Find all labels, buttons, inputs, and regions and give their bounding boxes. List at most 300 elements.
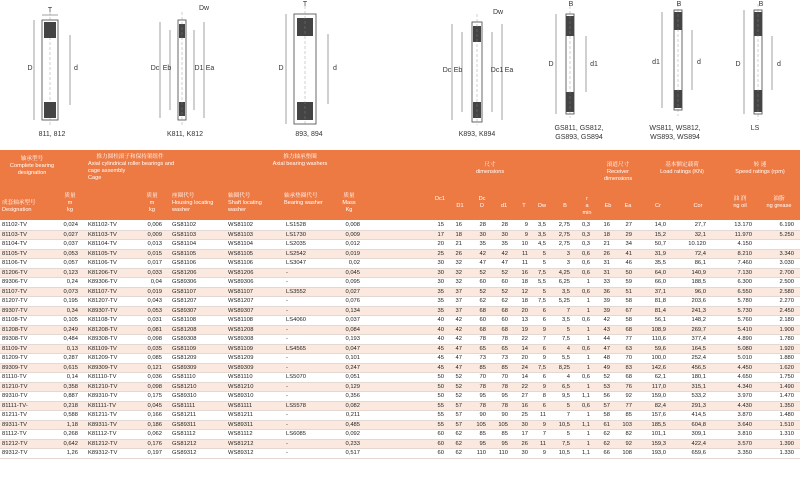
cell-r: 0,6 — [581, 317, 590, 323]
col-r-min: min — [582, 210, 592, 216]
cell-dc: 68 — [479, 326, 486, 333]
cell-gs: GS89309 — [172, 364, 197, 371]
figure-caption: WS811, WS812, WS893, WS894 — [649, 125, 701, 141]
cell-mass2: 0,233 — [345, 440, 360, 447]
dim-B: B — [676, 1, 682, 8]
cell-cor: 241,3 — [691, 307, 706, 314]
cell-designation: 81209-TV — [2, 355, 28, 361]
cell-speed-grease: 2.450 — [779, 307, 794, 314]
cell-cage: K89306-TV — [88, 279, 118, 285]
cell-ls: LS3552 — [286, 288, 306, 295]
cell-designation: 89311-TV — [2, 421, 28, 428]
cell-mass2: 0,101 — [345, 355, 360, 361]
header-raceway-en: Receiver dimensions — [603, 169, 633, 182]
cell-speed-oil: 3.810 — [737, 431, 752, 437]
col-cage-mass-cn: 质量 — [146, 193, 158, 199]
header-loads-en: Load ratings (KN) — [660, 169, 704, 175]
cell-cor: 72,4 — [694, 250, 706, 257]
cell-cage: K81102-TV — [88, 222, 117, 228]
dim-d: d — [777, 61, 781, 68]
cell-cage-mass: 0,035 — [147, 345, 162, 352]
cell-dc: 42 — [479, 250, 486, 257]
cell-r: 0,3 — [581, 231, 590, 238]
cell-gs: GS89307 — [172, 307, 197, 314]
cell-t: 22 — [521, 383, 528, 390]
col-dw: Dw — [537, 203, 547, 209]
cell-d1: 37 — [455, 298, 462, 304]
cell-dc: 90 — [479, 412, 486, 418]
col-mass2-cn: 质量 — [343, 193, 355, 199]
cell-speed-grease: 2.500 — [779, 279, 794, 285]
cell-speed-grease: 1.330 — [779, 450, 794, 456]
col-mass2-en: Mass — [342, 200, 356, 206]
cell-dw: 9 — [542, 383, 546, 390]
cell-cr: 117,0 — [651, 383, 666, 390]
col-speed-oil-en: ng oil — [733, 203, 747, 209]
cell-dw: 6 — [542, 402, 546, 409]
cell-speed-oil: 4.150 — [737, 241, 752, 247]
cell-cage: K89309-TV — [88, 364, 118, 371]
cell-mass: 0,123 — [63, 269, 78, 276]
cell-gs: GS89306 — [172, 279, 197, 285]
cell-ls: - — [286, 393, 288, 399]
cell-ws: WS89310 — [228, 393, 254, 399]
cell-r: 1 — [586, 279, 590, 285]
cell-mass2: 0,134 — [345, 307, 360, 314]
dim-T: T — [302, 1, 308, 8]
cell-t: 27 — [521, 393, 528, 399]
cell-dw: 4,5 — [537, 241, 546, 247]
cell-ls: - — [286, 412, 288, 418]
bearing-drawing-k811 — [140, 0, 230, 125]
figure-caption: 893, 894 — [295, 131, 323, 138]
dim-D1: D1 — [194, 65, 204, 72]
dim-Ea: Ea — [205, 65, 215, 72]
col-cr: Cr — [655, 203, 661, 209]
cell-mass: 0,218 — [63, 402, 78, 409]
cell-mass: 0,037 — [63, 241, 78, 247]
cell-speed-oil: 5.780 — [737, 298, 752, 304]
figure-caption: K811, K812 — [166, 131, 204, 138]
cell-speed-oil: 7.130 — [737, 269, 752, 276]
col-ws-cn: 轴圈代号 — [228, 193, 251, 199]
cell-eb: 48 — [603, 355, 610, 361]
table-row — [0, 402, 800, 412]
dim-D: D — [27, 65, 33, 72]
cell-ws: WS89306 — [228, 279, 254, 285]
cell-cage-mass: 0,045 — [147, 402, 162, 409]
cell-designation: 89312-TV — [2, 450, 28, 456]
cell-speed-oil: 5.010 — [737, 355, 752, 361]
cell-eb: 56 — [603, 393, 610, 399]
cell-r: 0,6 — [581, 374, 590, 380]
cell-dc1: 15 — [437, 222, 444, 228]
cell-mass2: 0,008 — [345, 222, 360, 228]
cell-mass: 0,588 — [63, 412, 78, 418]
cell-ea: 41 — [625, 250, 632, 257]
table-row — [0, 307, 800, 317]
col-designation-cn: 成套轴承型号 — [2, 200, 36, 206]
cell-cor: 269,7 — [691, 326, 706, 333]
cell-cr: 100,0 — [651, 355, 666, 361]
cell-cage-mass: 0,062 — [147, 431, 162, 437]
cell-cage: K81207-TV — [88, 298, 118, 304]
cell-cage: K81210-TV — [88, 383, 118, 390]
dim-d: d — [333, 65, 337, 72]
header-dims-en: dimensions — [475, 169, 505, 175]
table-row — [0, 364, 800, 374]
table-row — [0, 430, 800, 440]
cell-speed-oil: 4.650 — [737, 374, 752, 380]
cell-d1-inner: 78 — [501, 402, 508, 409]
cell-mass: 0,287 — [63, 355, 78, 361]
cell-gs: GS89312 — [172, 450, 197, 456]
cell-mass2: 0,045 — [345, 269, 360, 276]
cell-speed-oil: 13.170 — [734, 222, 752, 228]
col-cor: Cor — [693, 203, 703, 209]
cell-cage-mass: 0,04 — [150, 279, 162, 285]
table-row — [0, 278, 800, 288]
cell-d1: 62 — [455, 450, 462, 456]
cell-mass2: 0,012 — [345, 241, 360, 247]
table-row — [0, 421, 800, 431]
col-gs-cn: 座圈代号 — [172, 193, 195, 199]
cell-d1-inner: 30 — [501, 231, 508, 238]
cell-cr: 35,5 — [654, 260, 666, 266]
cell-mass2: 0,092 — [345, 431, 360, 437]
cell-dc: 95 — [479, 440, 486, 447]
cell-dw: 7,5 — [537, 364, 546, 371]
cell-r: 1 — [586, 431, 590, 437]
cell-ea: 76 — [625, 383, 632, 390]
figure-caption: 811, 812 — [38, 131, 66, 138]
cell-cage-mass: 0,197 — [147, 450, 162, 456]
col-speed-oil: 油 润 — [733, 196, 747, 202]
col-d1: D1 — [456, 203, 464, 209]
cell-ea: 82 — [625, 431, 632, 437]
table-row — [0, 221, 800, 231]
dim-T: T — [47, 7, 53, 14]
cell-dc1: 35 — [437, 288, 444, 295]
cell-ea: 34 — [625, 241, 632, 247]
cell-cr: 108,9 — [651, 326, 666, 333]
table-row — [0, 231, 800, 241]
cell-dw: 7,5 — [537, 298, 546, 304]
cell-dc1: 50 — [437, 383, 444, 390]
cell-mass2: 0,037 — [345, 317, 360, 323]
cell-eb: 39 — [603, 298, 610, 304]
cell-cage: K81107-TV — [88, 288, 117, 295]
cell-cr: 82,4 — [654, 402, 666, 409]
cell-cor: 96,0 — [694, 288, 706, 295]
cell-designation: 89310-TV — [2, 393, 28, 399]
cell-cage: K81106-TV — [88, 260, 117, 266]
cell-gs: GS81211 — [172, 412, 197, 418]
cell-eb: 58 — [603, 412, 610, 418]
cell-speed-oil: 5.410 — [737, 326, 752, 333]
cell-mass: 0,053 — [63, 250, 78, 257]
cell-mass2: 0,211 — [345, 412, 360, 418]
header-loads-cn: 基本额定载荷 — [665, 162, 699, 168]
cell-b: 5 — [566, 431, 570, 437]
cell-mass: 0,249 — [63, 326, 78, 333]
cell-ws: WS81210 — [228, 383, 254, 390]
cell-mass: 0,268 — [63, 431, 78, 437]
cell-dc1: 60 — [437, 450, 444, 456]
cell-d1-inner: 42 — [501, 250, 508, 257]
cell-mass2: 0,009 — [345, 231, 360, 238]
cell-eb: 31 — [603, 269, 610, 276]
cell-r: 1,1 — [581, 393, 590, 399]
cell-mass2: 0,485 — [345, 421, 360, 428]
cell-ls: - — [286, 269, 288, 276]
cell-d1-inner: 60 — [501, 317, 508, 323]
col-gs-en: Housing locating washer — [172, 200, 214, 213]
cell-eb: 44 — [603, 336, 610, 342]
cell-gs: GS81102 — [172, 222, 197, 228]
cell-cage: K89307-TV — [88, 307, 118, 314]
cell-ea: 103 — [622, 421, 632, 428]
cell-ls: - — [286, 383, 288, 390]
table-row — [0, 440, 800, 450]
figure-caption: LS — [750, 125, 760, 132]
cell-t: 20 — [521, 307, 528, 314]
cell-d1: 47 — [455, 364, 462, 371]
cell-ea: 108 — [622, 450, 632, 456]
cell-dc: 65 — [479, 345, 486, 352]
cell-dc1: 45 — [437, 355, 444, 361]
cell-dc: 73 — [479, 355, 486, 361]
cell-eb: 47 — [603, 345, 610, 352]
cell-designation: 81107-TV — [2, 288, 28, 295]
cell-dc: 68 — [479, 307, 486, 314]
cell-dc1: 55 — [437, 421, 444, 428]
cell-cr: 62,1 — [654, 374, 666, 380]
cell-dc: 70 — [479, 374, 486, 380]
cell-ea: 27 — [625, 222, 632, 228]
cell-ws: WS89307 — [228, 307, 254, 314]
cell-speed-oil: 4.890 — [737, 336, 752, 342]
col-ea: Ea — [624, 203, 632, 209]
cell-d1-inner: 85 — [501, 431, 508, 437]
dim-Dw: Dw — [198, 5, 210, 12]
cell-dc: 28 — [479, 222, 486, 228]
cell-ea: 50 — [625, 269, 632, 276]
cell-dw: 9 — [542, 450, 546, 456]
cell-speed-oil: 4.450 — [737, 364, 752, 371]
col-mass-unit: kg — [67, 207, 73, 213]
cell-cor: 533,2 — [691, 393, 706, 399]
header-washers-en: Axial bearing washers — [272, 161, 328, 167]
cell-b: 4,25 — [558, 269, 570, 276]
figures-panel — [0, 0, 800, 146]
dim-Dw: Dw — [492, 9, 504, 16]
dim-Dc: Dc — [150, 65, 160, 72]
cell-t: 16 — [521, 402, 528, 409]
table-row — [0, 316, 800, 326]
cell-dc1: 35 — [437, 307, 444, 314]
cell-d1-inner: 68 — [501, 326, 508, 333]
cell-dc: 47 — [479, 260, 486, 266]
header-designation-en: Complete bearing designation — [9, 163, 55, 176]
cell-t: 17 — [521, 431, 528, 437]
cell-t: 30 — [521, 421, 528, 428]
cell-mass: 0,024 — [63, 222, 78, 228]
cell-d1: 47 — [455, 355, 462, 361]
cell-t: 30 — [521, 450, 528, 456]
cell-gs: GS81108 — [172, 317, 197, 323]
table-row — [0, 449, 800, 459]
cell-ls: LS6085 — [286, 431, 306, 437]
cell-cage: K81112-TV — [88, 431, 117, 437]
cell-mass2: 0,247 — [345, 364, 360, 371]
cell-r: 1 — [586, 298, 590, 304]
col-cage-mass-unit: kg — [149, 207, 155, 213]
cell-speed-oil: 4.430 — [737, 402, 752, 409]
dim-Eb: Eb — [453, 67, 463, 74]
cell-d1-inner: 73 — [501, 355, 508, 361]
cell-speed-oil: 7.460 — [737, 260, 752, 266]
cell-b: 10,5 — [558, 421, 570, 428]
cell-dc1: 45 — [437, 345, 444, 352]
cell-cage-mass: 0,036 — [147, 374, 162, 380]
cell-d1-inner: 78 — [501, 383, 508, 390]
cell-d1-inner: 95 — [501, 393, 508, 399]
cell-cage: K81209-TV — [88, 355, 118, 361]
cell-d1-inner: 90 — [501, 412, 508, 418]
cell-mass2: 0,047 — [345, 345, 360, 352]
cell-cor: 659,6 — [691, 450, 706, 456]
cell-ea: 68 — [625, 374, 632, 380]
cell-dc1: 60 — [437, 440, 444, 447]
cell-ea: 59 — [625, 279, 632, 285]
cell-dw: 6 — [542, 317, 546, 323]
cell-ls: LS1528 — [286, 222, 306, 228]
col-b: B — [563, 203, 567, 209]
cell-ls: - — [286, 307, 288, 314]
cell-r: 1,1 — [581, 421, 590, 428]
table-header — [0, 150, 800, 220]
cell-ws: WS81106 — [228, 260, 254, 266]
cell-d1-inner: 110 — [498, 450, 508, 456]
cell-r: 0,6 — [581, 260, 590, 266]
cell-cage-mass: 0,043 — [147, 298, 162, 304]
cell-ea: 92 — [625, 440, 632, 447]
col-eb: Eb — [604, 203, 612, 209]
figure-893-894 — [268, 0, 358, 146]
table-row — [0, 288, 800, 298]
cell-cage: K89311-TV — [88, 421, 117, 428]
cell-cor: 315,1 — [691, 383, 706, 390]
cell-dc1: 17 — [437, 231, 444, 238]
cell-cor: 148,2 — [691, 317, 706, 323]
cell-cage: K81212-TV — [88, 440, 118, 447]
cell-speed-oil: 6.300 — [737, 279, 752, 285]
cell-mass: 0,642 — [63, 440, 78, 447]
cell-mass: 0,073 — [63, 288, 78, 295]
cell-cr: 101,1 — [651, 431, 666, 437]
cell-b: 3,5 — [561, 288, 570, 295]
cell-ls: LS2542 — [286, 250, 306, 257]
cell-speed-oil: 5.760 — [737, 317, 752, 323]
col-designation-en: Designation — [2, 207, 32, 213]
cell-dc1: 60 — [437, 431, 444, 437]
cell-t: 13 — [521, 317, 528, 323]
cell-eb: 62 — [603, 431, 610, 437]
cell-speed-grease: 6.190 — [779, 222, 794, 228]
cell-mass2: 0,129 — [345, 383, 360, 390]
cell-eb: 18 — [603, 231, 610, 238]
cell-speed-oil: 3.570 — [737, 440, 752, 447]
table-row — [0, 297, 800, 307]
cell-ws: WS81103 — [228, 231, 254, 238]
cell-cage: K81105-TV — [88, 250, 117, 257]
cell-speed-grease: 2.700 — [779, 269, 794, 276]
cell-dc: 30 — [479, 231, 486, 238]
cell-ws: WS81208 — [228, 326, 254, 333]
cell-cor: 32,1 — [694, 231, 706, 238]
cell-d1: 32 — [455, 260, 462, 266]
cell-gs: GS81103 — [172, 231, 197, 238]
cell-ea: 77 — [625, 336, 632, 342]
cell-dw: 9 — [542, 421, 546, 428]
dim-d1: d1 — [590, 61, 598, 68]
cell-designation: 81110-TV — [2, 374, 27, 380]
cell-speed-grease: 1.750 — [779, 374, 794, 380]
cell-designation: 89306-TV — [2, 279, 28, 285]
cell-ws: WS81211 — [228, 412, 254, 418]
cell-ls: - — [286, 279, 288, 285]
cell-eb: 62 — [603, 440, 610, 447]
cell-cage: K81206-TV — [88, 269, 118, 276]
cell-mass: 0,057 — [63, 260, 78, 266]
cell-cr: 159,3 — [651, 440, 666, 447]
cell-mass2: 0,082 — [345, 402, 360, 409]
col-dc1: Dc1 — [435, 196, 445, 202]
cell-cr: 15,2 — [654, 231, 666, 238]
cell-designation: 89308-TV — [2, 336, 28, 342]
cell-ws: WS81112 — [228, 431, 253, 437]
cell-b: 10,5 — [558, 450, 570, 456]
cell-d1-inner: 28 — [501, 222, 508, 228]
cell-dw: 5 — [542, 250, 546, 257]
cell-cor: 140,9 — [691, 269, 706, 276]
cell-cor: 422,4 — [691, 440, 706, 447]
cell-cr: 37,1 — [654, 288, 666, 295]
cell-dw: 6 — [542, 307, 546, 314]
cell-r: 1 — [586, 440, 590, 447]
cell-dc: 78 — [479, 383, 486, 390]
cell-speed-grease: 1.350 — [779, 402, 794, 409]
cell-b: 3 — [566, 250, 570, 257]
cell-cage-mass: 0,121 — [147, 364, 162, 371]
cell-mass: 0,358 — [63, 383, 78, 390]
dim-D: D — [278, 65, 284, 72]
cell-ws: WS81111 — [228, 402, 253, 409]
cell-cage: K89312-TV — [88, 450, 118, 456]
cell-gs: GS81109 — [172, 345, 197, 352]
cell-dc1: 45 — [437, 364, 444, 371]
cell-mass: 0,195 — [63, 298, 78, 304]
cell-dc: 35 — [479, 241, 486, 247]
cell-speed-grease: 1.510 — [779, 421, 794, 428]
cell-ls: - — [286, 450, 288, 456]
cell-speed-grease: 1.470 — [779, 393, 794, 399]
cell-designation: 81108-TV — [2, 317, 28, 323]
cell-speed-oil: 8.210 — [737, 250, 752, 257]
cell-speed-oil: 5.730 — [737, 307, 752, 314]
cell-dw: 7 — [542, 431, 546, 437]
